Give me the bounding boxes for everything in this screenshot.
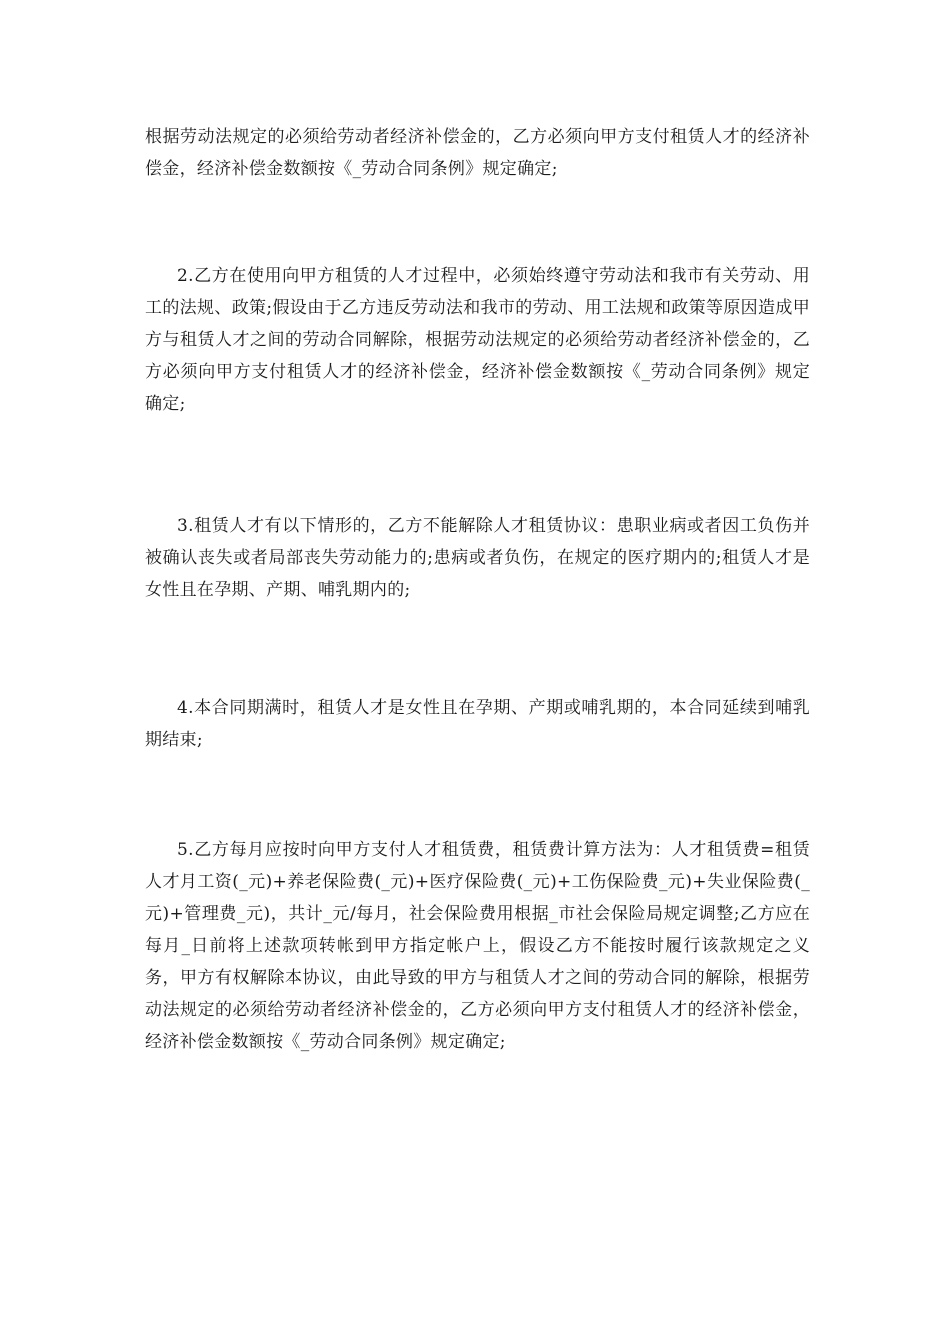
paragraph-continuation: 根据劳动法规定的必须给劳动者经济补偿金的，乙方必须向甲方支付租赁人才的经济补偿金，经济补偿金数额按《_劳动合同条例》规定确定; (145, 127, 810, 179)
paragraph-clause-2: 2.乙方在使用向甲方租赁的人才过程中，必须始终遵守劳动法和我市有关劳动、用工的法规、政策;假设由于乙方违反劳动法和我市的劳动、用工法规和政策等原因造成甲方与租赁人才之间的劳动合同解除，根据劳动法规定的必须给劳动者经济补偿金的，乙方必须向甲方支付租赁人才的经济补偿金，经济补偿金数额按《_劳动合同条例》规定确定; (145, 266, 810, 414)
paragraph-clause-3: 3.租赁人才有以下情形的，乙方不能解除人才租赁协议：患职业病或者因工负伤并被确认丧失或者局部丧失劳动能力的;患病或者负伤，在规定的医疗期内的;租赁人才是女性且在孕期、产期、哺乳期内的; (145, 516, 810, 600)
paragraph-clause-4: 4.本合同期满时，租赁人才是女性且在孕期、产期或哺乳期的，本合同延续到哺乳期结束; (145, 698, 810, 750)
paragraph-clause-5: 5.乙方每月应按时向甲方支付人才租赁费，租赁费计算方法为：人才租赁费=租赁人才月工资(_元)+养老保险费(_元)+医疗保险费(_元)+工伤保险费_元)+失业保险费(_元)+管理费_元)，共计_元/每月，社会保险费用根据_市社会保险局规定调整;乙方应在每月_日前将上述款项转帐到甲方指定帐户上，假设乙方不能按时履行该款规定之义务，甲方有权解除本协议，由此导致的甲方与租赁人才之间的劳动合同的解除，根据劳动法规定的必须给劳动者经济补偿金的，乙方必须向甲方支付租赁人才的经济补偿金，经济补偿金数额按《_劳动合同条例》规定确定; (145, 840, 810, 1052)
